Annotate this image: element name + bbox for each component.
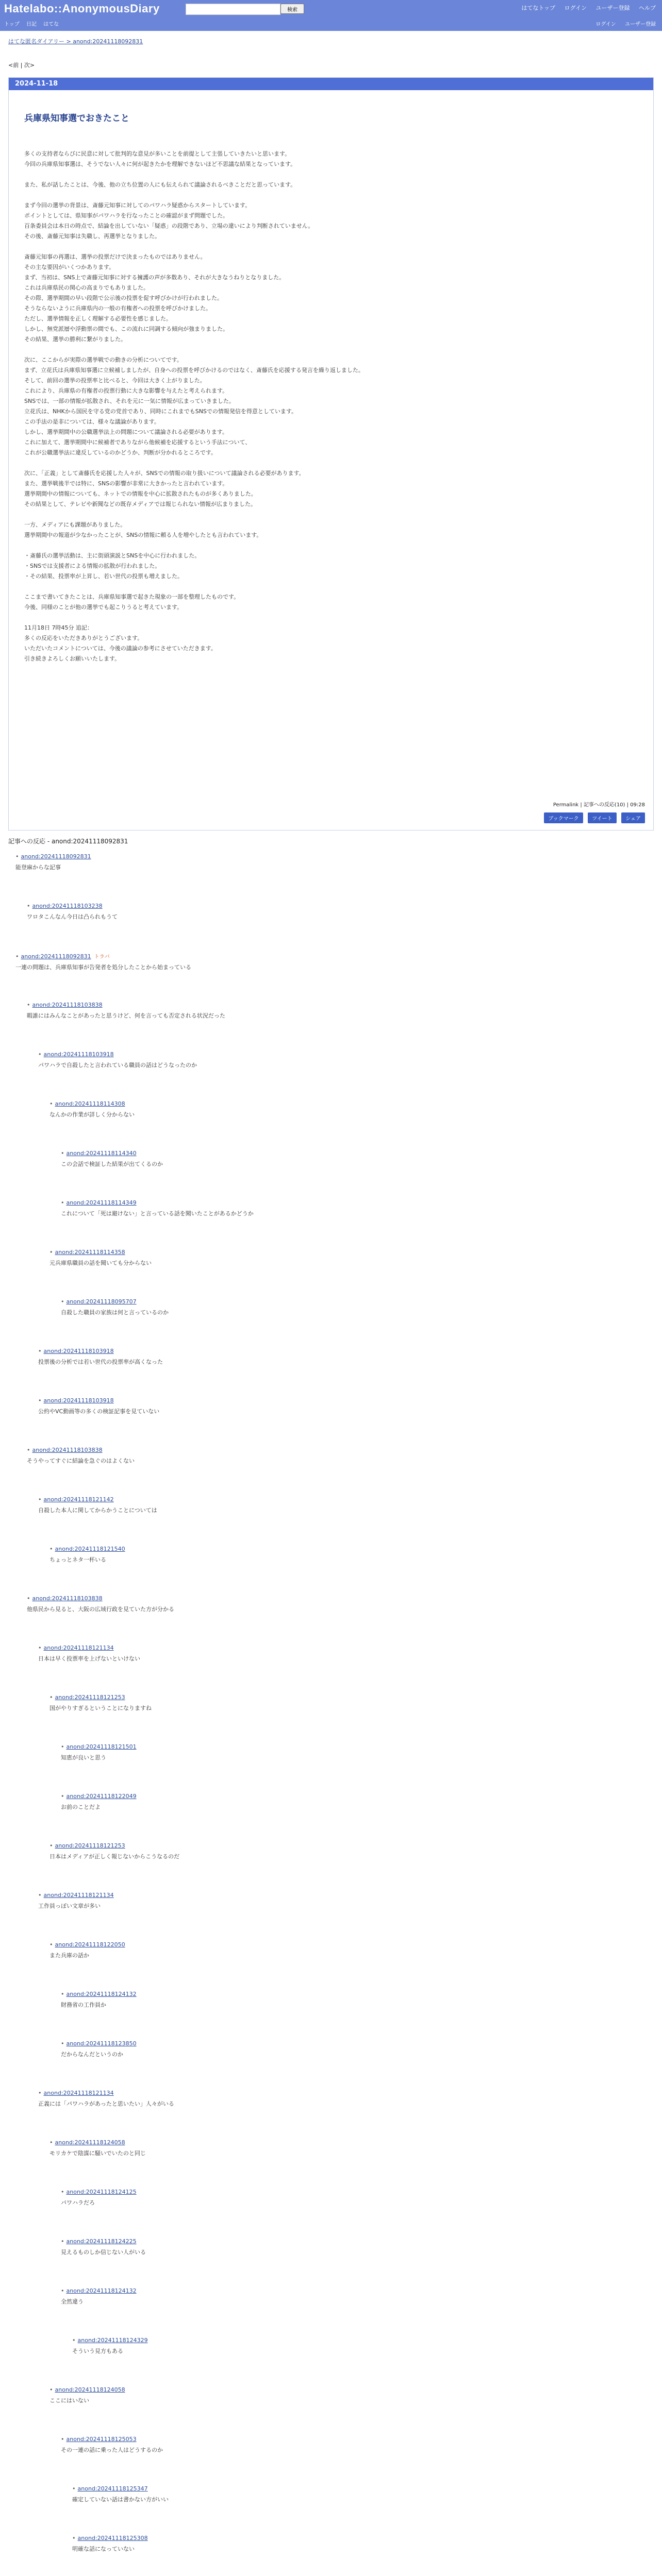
response-item bbox=[61, 1199, 634, 1217]
response-item bbox=[61, 1991, 634, 2009]
bullet-icon: • bbox=[61, 1793, 64, 1800]
response-item bbox=[72, 2337, 634, 2355]
response-link[interactable]: anond:20241118122050 bbox=[55, 1941, 125, 1948]
response-excerpt: 暇誰にはみんなことがあったと思うけど、何を言っても否定される状況だった bbox=[27, 1012, 225, 1019]
response-excerpt: 正義には「パワハラがあったと思いたい」人々がいる bbox=[38, 2100, 174, 2107]
response-excerpt: 国がやりすぎるということになりますね bbox=[49, 1705, 152, 1711]
response-link[interactable]: anond:20241118125308 bbox=[77, 2535, 148, 2541]
top-link[interactable]: はてなトップ bbox=[521, 5, 556, 11]
article-paragraph bbox=[24, 582, 633, 592]
search-button[interactable]: 検索 bbox=[280, 4, 304, 14]
response-item bbox=[27, 1595, 634, 1613]
response-item bbox=[49, 1249, 634, 1267]
article-title[interactable]: 兵庫県知事選でおきたこと bbox=[24, 113, 129, 124]
response-excerpt: だからなんだというのか bbox=[61, 2051, 123, 2058]
response-excerpt: 一連の問題は、兵庫県知事が告発者を処分したことから始まっている bbox=[15, 964, 191, 971]
response-link[interactable]: anond:20241118124132 bbox=[66, 1991, 137, 1997]
response-link[interactable]: anond:20241118124058 bbox=[55, 2386, 125, 2393]
article-paragraph: この手法の是非については、様々な議論があります。 bbox=[24, 418, 160, 425]
response-item bbox=[49, 1694, 634, 1712]
bullet-icon: • bbox=[61, 1298, 64, 1305]
article-paragraph: これに加えて、選挙期間中に候補者でありながら他候補を応援するという手法について、 bbox=[24, 439, 251, 446]
bullet-icon: • bbox=[72, 2485, 76, 2492]
response-link[interactable]: anond:20241118121253 bbox=[55, 1694, 125, 1701]
bullet-icon: • bbox=[15, 953, 19, 960]
bullet-icon: • bbox=[72, 2535, 76, 2541]
article-paragraph: まず、立花氏は兵庫県知事選に立候補しましたが、自身への投票を呼びかけるのではなく、斎藤氏を応援する発言を繰り返しました。 bbox=[24, 367, 364, 374]
trackback-tag: トラバ bbox=[94, 954, 110, 960]
response-item bbox=[49, 1100, 634, 1118]
response-item bbox=[15, 952, 634, 971]
site-logo[interactable]: Hatelabo::AnonymousDiary bbox=[4, 2, 160, 15]
article-paragraph: また、私が話したことは、今後、他の立ち位置の人にも伝えられて議論されるべきことだと思っています。 bbox=[24, 181, 296, 188]
header bbox=[0, 0, 662, 31]
response-link[interactable]: anond:20241118121142 bbox=[43, 1496, 114, 1503]
response-excerpt: 見えるものしか信じない人がいる bbox=[61, 2249, 146, 2256]
article-paragraph: 今回の兵庫県知事選は、そうでない人々に何が起きたかを理解できないほど不思議な結果となっています。 bbox=[24, 161, 296, 167]
response-item bbox=[49, 1941, 634, 1959]
article-paragraph: SNSでは、一部の情報が拡散され、それを元に一気に情報が広まっていきました。 bbox=[24, 398, 235, 404]
response-excerpt: 自殺した職員の家族は何と言っているのか bbox=[61, 1309, 169, 1316]
bullet-icon: • bbox=[27, 1447, 30, 1453]
response-link[interactable]: anond:20241118121134 bbox=[43, 2090, 114, 2096]
bullet-icon: • bbox=[49, 2386, 53, 2393]
response-link[interactable]: anond:20241118103918 bbox=[43, 1348, 114, 1354]
article-paragraph bbox=[24, 510, 633, 520]
response-excerpt: これについて「死は避けない」と言っている話を聞いたことがあるかどうか bbox=[61, 1210, 254, 1217]
response-link[interactable]: anond:20241118121540 bbox=[55, 1546, 125, 1552]
article-paragraph: ・斎藤氏の選挙活動は、主に街頭演説とSNSを中心に行われました。 bbox=[24, 552, 201, 559]
bullet-icon: • bbox=[61, 1150, 64, 1157]
article-paragraph: 引き続きよろしくお願いいたします。 bbox=[24, 655, 121, 662]
response-excerpt: ちょっとネタ一杯いる bbox=[49, 1556, 106, 1563]
subnav-item[interactable]: トップ bbox=[4, 22, 20, 27]
subnav bbox=[4, 20, 64, 27]
response-excerpt: また兵庫の話か bbox=[49, 1952, 89, 1959]
article-paragraph: そうならないように兵庫県内の一般の有権者への投票を呼びかけました。 bbox=[24, 305, 211, 312]
top-link[interactable]: ユーザー登録 bbox=[595, 5, 630, 11]
response-item bbox=[38, 1397, 634, 1415]
article-paragraph: 百条委員会は本日の時点で、結論を出していない「疑惑」の段階であり、立場の違いにより判断されていません。 bbox=[24, 223, 314, 229]
response-excerpt: 投票後の分析では若い世代の投票率が高くなった bbox=[38, 1359, 163, 1365]
article-paragraph bbox=[24, 540, 633, 551]
response-excerpt: 能登麻からな記事 bbox=[15, 864, 61, 871]
response-link[interactable]: anond:20241118123850 bbox=[66, 2040, 137, 2047]
response-link[interactable]: anond:20241118122049 bbox=[66, 1793, 137, 1800]
article-paragraph: これにより、兵庫県の有権者の投票行動に大きな影響を与えたと考えられます。 bbox=[24, 387, 228, 394]
bullet-icon: • bbox=[49, 1941, 53, 1948]
response-link[interactable]: anond:20241118125347 bbox=[77, 2485, 148, 2492]
response-item bbox=[72, 2485, 634, 2503]
response-item bbox=[61, 2189, 634, 2207]
article-paragraph: その際、選挙期間の早い段階で公示後の投票を促す呼びかけが行われました。 bbox=[24, 295, 223, 301]
response-link[interactable]: anond:20241118121134 bbox=[43, 1892, 114, 1899]
article-paragraph: これは兵庫県民の関心の高まりでもありました。 bbox=[24, 284, 149, 291]
response-item bbox=[38, 1892, 634, 1910]
response-item bbox=[61, 1150, 634, 1168]
response-excerpt: 日本はメディアが正しく報じないからこうなるのだ bbox=[49, 1853, 180, 1860]
article-paragraph: 選挙期間中の情報についても、ネットでの情報を中心に拡散されたものが多くありました。 bbox=[24, 490, 257, 497]
article-date: 2024-11-18 bbox=[9, 78, 653, 90]
response-item bbox=[49, 1546, 634, 1564]
article-paragraph: 斎藤元知事の再選は、選挙の投票だけで決まったものではありません。 bbox=[24, 253, 206, 260]
bullet-icon: • bbox=[49, 1249, 53, 1256]
article-body bbox=[24, 149, 633, 664]
response-link[interactable]: anond:20241118124329 bbox=[77, 2337, 148, 2344]
response-excerpt: パワハラだろ bbox=[61, 2199, 95, 2206]
response-excerpt: モリカケで陰謀に騒いでいたのと同じ bbox=[49, 2150, 146, 2157]
bullet-icon: • bbox=[72, 2337, 76, 2344]
article-paragraph bbox=[24, 345, 633, 355]
article-paragraph: ・その結果、投票率が上昇し、若い世代の投票も増えました。 bbox=[24, 573, 183, 580]
response-excerpt: ワロタこんなん今日は凸られもうて bbox=[27, 913, 118, 920]
related-heading: 記事への反応 - anond:20241118092831 bbox=[8, 838, 128, 845]
article-paragraph: その結果として、テレビや新聞などの既存メディアでは報じられない情報が広まりました。 bbox=[24, 501, 257, 507]
response-link[interactable]: anond:20241118092831 bbox=[21, 853, 91, 860]
bullet-icon: • bbox=[49, 1546, 53, 1552]
response-item bbox=[38, 1645, 634, 1663]
post-footer[interactable]: Permalink | 記事への反応(10) | 09:28 bbox=[553, 802, 645, 808]
article-paragraph: 一方、メディアにも課題がありました。 bbox=[24, 521, 126, 528]
response-link[interactable]: anond:20241118121134 bbox=[43, 1645, 114, 1651]
bullet-icon: • bbox=[61, 1991, 64, 1997]
breadcrumb[interactable] bbox=[8, 37, 143, 45]
response-item bbox=[49, 2139, 634, 2157]
response-link[interactable]: anond:20241118092831 bbox=[21, 953, 91, 960]
bullet-icon: • bbox=[38, 1051, 42, 1058]
response-excerpt: 全然違う bbox=[61, 2298, 84, 2305]
article-paragraph: しかし、選挙期間中の公職選挙法上の問題について議論される必要があります。 bbox=[24, 429, 228, 435]
article-paragraph: その主な要因がいくつかあります。 bbox=[24, 264, 115, 270]
article-paragraph bbox=[24, 170, 633, 180]
response-item bbox=[61, 2287, 634, 2306]
article-paragraph: まず、当初は、SNS上で斎藤元知事に対する擁護の声が多数あり、それが大きなうねりとなりました。 bbox=[24, 274, 285, 281]
article-paragraph: ・SNSでは支援者による情報の拡散が行われました。 bbox=[24, 563, 161, 569]
top-links bbox=[514, 4, 656, 12]
article-paragraph bbox=[24, 613, 633, 623]
response-link[interactable]: anond:20241118124225 bbox=[66, 2238, 137, 2245]
response-item bbox=[38, 1051, 634, 1069]
bullet-icon: • bbox=[27, 903, 30, 909]
response-excerpt: 財務省の工作員か bbox=[61, 2002, 106, 2008]
bullet-icon: • bbox=[61, 2238, 64, 2245]
bullet-icon: • bbox=[61, 2189, 64, 2195]
register-link[interactable]: ユーザー登録 bbox=[625, 22, 656, 27]
bullet-icon: • bbox=[49, 2139, 53, 2146]
response-excerpt: 工作員っぽい文章が多い bbox=[38, 1903, 101, 1909]
response-excerpt: ここにはいない bbox=[49, 2397, 89, 2404]
subnav-item[interactable]: 日記 bbox=[26, 22, 37, 27]
response-item bbox=[61, 1793, 634, 1811]
response-excerpt: 公約やVC動画等の多くの検証記事を見ていない bbox=[38, 1408, 160, 1415]
bullet-icon: • bbox=[61, 2287, 64, 2294]
response-link[interactable]: anond:20241118114340 bbox=[66, 1150, 137, 1157]
article-paragraph: 多くの反応をいただきありがとうございます。 bbox=[24, 635, 143, 641]
bullet-icon: • bbox=[49, 1100, 53, 1107]
response-excerpt: この会話で検証した結果が出てくるのか bbox=[61, 1161, 163, 1167]
top-link[interactable]: ログイン bbox=[564, 5, 587, 11]
response-excerpt: 確定していない話は書かない方がいい bbox=[72, 2496, 169, 2503]
response-link[interactable]: anond:20241118124058 bbox=[55, 2139, 125, 2146]
share-button[interactable]: シェア bbox=[621, 812, 645, 823]
bullet-icon: • bbox=[27, 1002, 30, 1008]
share-buttons bbox=[541, 812, 645, 823]
breadcrumb-link[interactable]: はてな匿名ダイアリー > anond:20241118092831 bbox=[8, 38, 143, 45]
response-item bbox=[38, 2090, 634, 2108]
response-link[interactable]: anond:20241118124132 bbox=[66, 2287, 137, 2294]
article-paragraph: 次に、「正義」として斎藤氏を応援した人々が、SNSでの情報の取り扱いについて議論される必要があります。 bbox=[24, 470, 305, 477]
response-item bbox=[38, 1348, 634, 1366]
article-paragraph bbox=[24, 242, 633, 252]
article-paragraph: そして、前回の選挙の投票率と比べると、今回は大きく上がりました。 bbox=[24, 377, 206, 384]
article-paragraph: その結果、選挙の勝利に繋がりました。 bbox=[24, 336, 126, 343]
bullet-icon: • bbox=[61, 1743, 64, 1750]
bookmark-button[interactable]: ブックマーク bbox=[544, 812, 583, 823]
article-paragraph: ポイントとしては、県知事がパワハラを行なったことの確認がまず問題でした。 bbox=[24, 212, 228, 219]
response-excerpt: 明確な話になっていない bbox=[72, 2546, 135, 2552]
response-excerpt: お前のことだよ bbox=[61, 1804, 101, 1810]
response-link[interactable]: anond:20241118103238 bbox=[32, 903, 103, 909]
response-link[interactable]: anond:20241118125053 bbox=[66, 2436, 137, 2443]
article-paragraph: 今後、同様のことが他の選挙でも起こりうると考えています。 bbox=[24, 604, 183, 611]
response-link[interactable]: anond:20241118103918 bbox=[43, 1051, 114, 1058]
response-item bbox=[49, 1842, 634, 1860]
response-link[interactable]: anond:20241118121501 bbox=[66, 1743, 137, 1750]
bullet-icon: • bbox=[61, 2040, 64, 2047]
response-link[interactable]: anond:20241118124125 bbox=[66, 2189, 137, 2195]
response-excerpt: 自殺した本人に関してからかうことについては bbox=[38, 1507, 157, 1514]
response-excerpt: 他県民から見ると、大阪の広域行政を見ていた方が分かる bbox=[27, 1606, 174, 1613]
article-paragraph: ただし、選挙情報を正しく理解する必要性を感じました。 bbox=[24, 315, 172, 322]
response-item bbox=[61, 1298, 634, 1316]
article-paragraph: これが公職選挙法に違反しているのかどうか、判断が分かれるところです。 bbox=[24, 449, 217, 456]
bullet-icon: • bbox=[38, 1348, 42, 1354]
response-item bbox=[15, 853, 634, 871]
pager[interactable]: <前 | 次> bbox=[8, 62, 35, 69]
article-paragraph: しかし、無党派層や浮動票の間でも、この流れに同調する傾向が強まりました。 bbox=[24, 326, 228, 332]
response-excerpt: 知恵が良いと思う bbox=[61, 1754, 106, 1761]
bullet-icon: • bbox=[38, 1397, 42, 1404]
response-item bbox=[38, 1496, 634, 1514]
bullet-icon: • bbox=[49, 1842, 53, 1849]
response-item bbox=[61, 1743, 634, 1761]
article-paragraph: いただいたコメントについては、今後の議論の参考にさせていただきます。 bbox=[24, 645, 217, 652]
response-item bbox=[49, 2386, 634, 2404]
response-excerpt: 日本は早く投票率を上げないといけない bbox=[38, 1655, 140, 1662]
bullet-icon: • bbox=[38, 1645, 42, 1651]
response-link[interactable]: anond:20241118103838 bbox=[32, 1002, 103, 1008]
response-excerpt: その一連の話に乗った人はどうするのか bbox=[61, 2447, 163, 2453]
response-item bbox=[27, 1002, 634, 1020]
response-link[interactable]: anond:20241118114358 bbox=[55, 1249, 125, 1256]
response-link[interactable]: anond:20241118103918 bbox=[43, 1397, 114, 1404]
article-paragraph: ここまで書いてきたことは、兵庫県知事選で起きた現象の一部を整理したものです。 bbox=[24, 594, 240, 600]
subnav-item[interactable]: はてな bbox=[43, 22, 59, 27]
response-link[interactable]: anond:20241118114349 bbox=[66, 1199, 137, 1206]
response-item bbox=[61, 2040, 634, 2058]
bullet-icon: • bbox=[15, 853, 19, 860]
response-excerpt: 元兵庫県職員の話を聞いても分からない bbox=[49, 1260, 152, 1266]
top-link[interactable]: ヘルプ bbox=[639, 5, 656, 11]
bullet-icon: • bbox=[27, 1595, 30, 1602]
response-link[interactable]: anond:20241118121253 bbox=[55, 1842, 125, 1849]
response-excerpt: そういう見方もある bbox=[72, 2348, 123, 2354]
response-excerpt: そうやってすぐに結論を急ぐのはよくない bbox=[27, 1458, 135, 1464]
response-link[interactable]: anond:20241118103838 bbox=[32, 1595, 103, 1602]
article-paragraph: 次に、ここからが実際の選挙戦での動きの分析についてです。 bbox=[24, 357, 183, 363]
bullet-icon: • bbox=[61, 2436, 64, 2443]
response-item bbox=[27, 1447, 634, 1465]
response-item bbox=[72, 2535, 634, 2553]
bullet-icon: • bbox=[38, 2090, 42, 2096]
bullet-icon: • bbox=[38, 1892, 42, 1899]
response-item bbox=[61, 2436, 634, 2454]
search-input[interactable] bbox=[186, 4, 280, 15]
response-excerpt: なんかの作業が詳しく分からない bbox=[49, 1111, 135, 1118]
article-paragraph: 11月18日 7時45分 追記： bbox=[24, 624, 93, 631]
subnav-right bbox=[588, 20, 656, 27]
article-paragraph bbox=[24, 458, 633, 468]
article bbox=[8, 77, 654, 831]
response-item bbox=[27, 903, 634, 921]
article-paragraph: また、選挙戦後半では特に、SNSの影響が非常に大きかったと言われています。 bbox=[24, 480, 228, 487]
bullet-icon: • bbox=[61, 1199, 64, 1206]
response-link[interactable]: anond:20241118114308 bbox=[55, 1100, 125, 1107]
bullet-icon: • bbox=[49, 1694, 53, 1701]
article-paragraph: まず今回の選挙の背景は、斎藤元知事に対してのパワハラ疑惑からスタートしています。 bbox=[24, 202, 251, 209]
bullet-icon: • bbox=[38, 1496, 42, 1503]
response-link[interactable]: anond:20241118095707 bbox=[66, 1298, 137, 1305]
response-link[interactable]: anond:20241118103838 bbox=[32, 1447, 103, 1453]
article-paragraph: その後、斎藤元知事は失職し、再選挙となりました。 bbox=[24, 233, 160, 240]
article-paragraph bbox=[24, 190, 633, 200]
response-excerpt: パワハラで自殺したと言われている職員の話はどうなったのか bbox=[38, 1062, 197, 1069]
response-item bbox=[61, 2238, 634, 2256]
article-paragraph: 多くの支持者ならびに民意に対して批判的な意見が多いことを前提として主張していきたいと思います。 bbox=[24, 150, 291, 157]
login-link[interactable]: ログイン bbox=[595, 22, 616, 27]
tweet-button[interactable]: ツイート bbox=[588, 812, 617, 823]
article-paragraph: 選挙期間中の報道が少なかったことが、SNSの情報に頼る人を増やしたとも言われています。 bbox=[24, 532, 262, 538]
article-paragraph: 立花氏は、NHKから国民を守る党の党首であり、同時にこれまでもSNSでの情報発信を得意としています。 bbox=[24, 408, 297, 415]
